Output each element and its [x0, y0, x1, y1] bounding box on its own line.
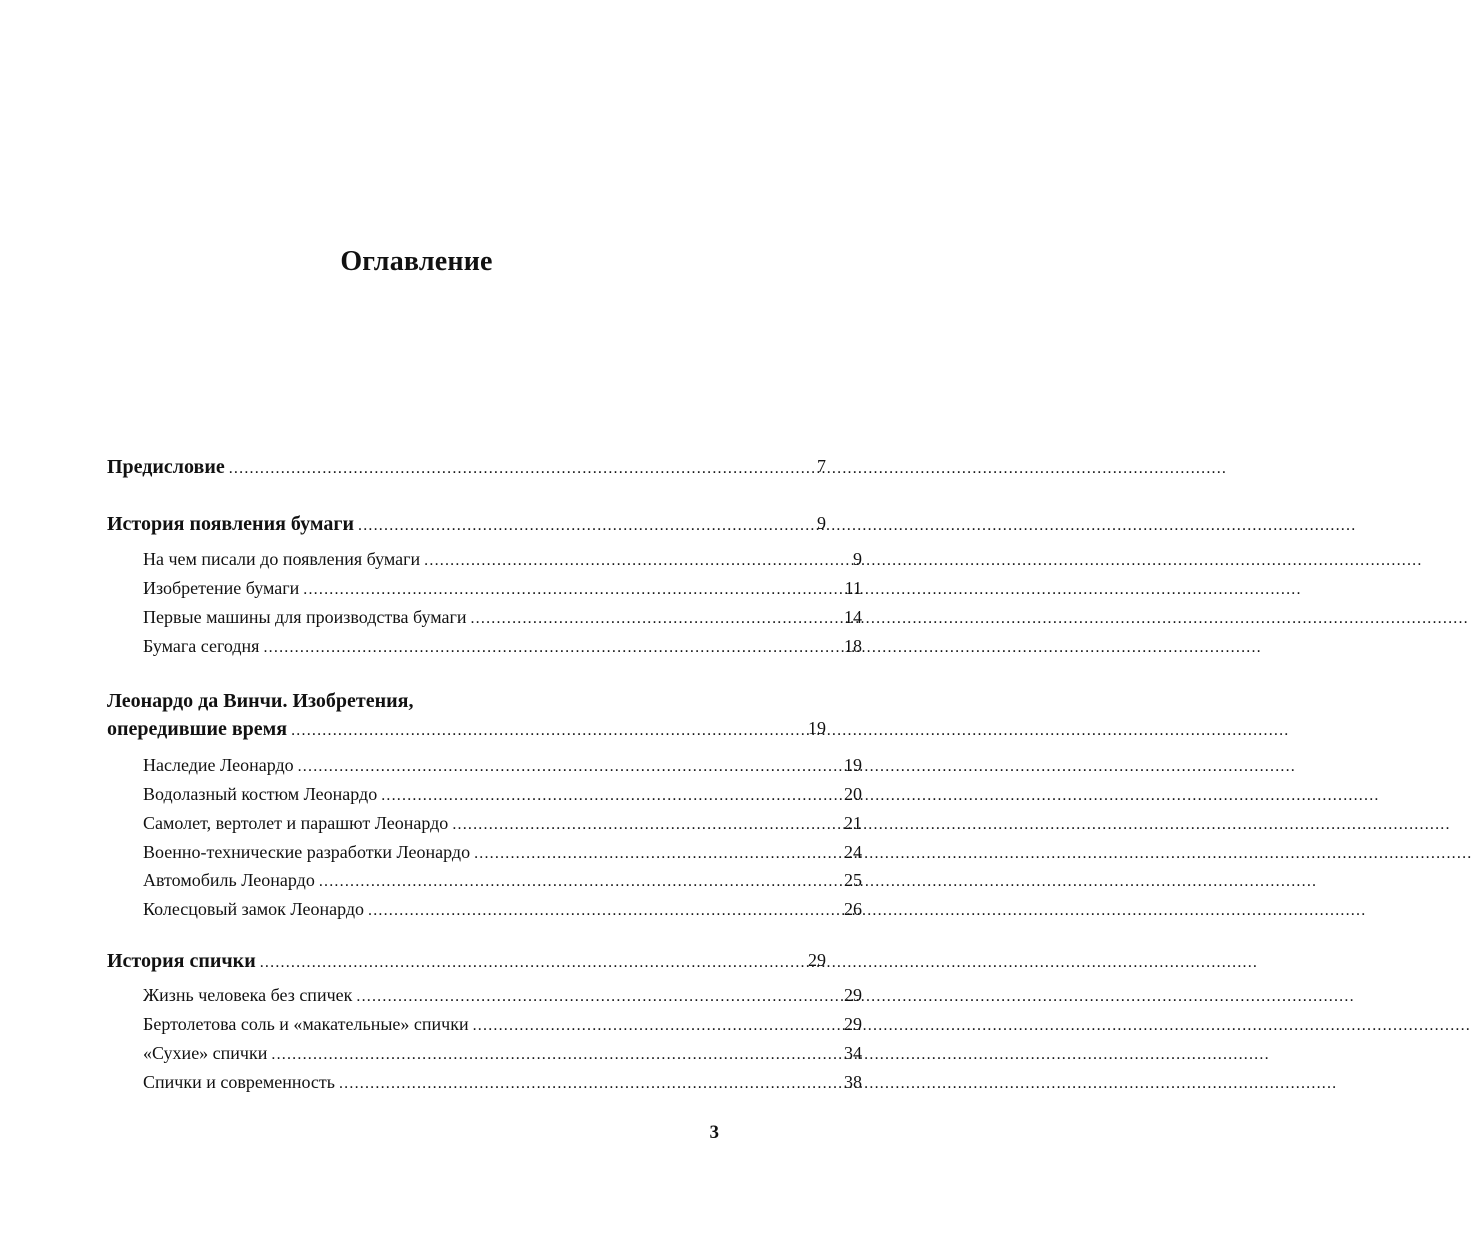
- toc-entry-section[interactable]: [143, 755, 862, 776]
- toc-page-number: 25: [844, 870, 862, 890]
- toc-page-number: 20: [844, 784, 862, 804]
- toc-entry-section[interactable]: [143, 870, 862, 891]
- toc-entry-chapter-matches[interactable]: [107, 950, 826, 973]
- toc-entry-label: На чем писали до появления бумаги: [143, 549, 421, 569]
- toc-entry-label: Военно-технические разработки Леонардо: [143, 842, 471, 862]
- toc-entry-section[interactable]: [143, 636, 862, 657]
- dot-leader: [358, 517, 1356, 535]
- toc-entry-section[interactable]: [143, 549, 862, 570]
- toc-entry-label: Колесцовый замок Леонардо: [143, 899, 364, 919]
- toc-entry-label: Автомобиль Леонардо: [143, 870, 315, 890]
- toc-page-number: 34: [844, 1043, 862, 1063]
- toc-page-number: 7: [817, 456, 826, 476]
- toc-entry-section[interactable]: [143, 842, 862, 863]
- toc-page-number: 14: [844, 607, 862, 627]
- toc-entry-label: Наследие Леонардо: [143, 755, 294, 775]
- toc-page-number: 18: [844, 636, 862, 656]
- toc-entry-section[interactable]: [143, 813, 862, 834]
- toc-entry-section[interactable]: [143, 1072, 862, 1093]
- toc-entry-label: Изобретение бумаги: [143, 578, 300, 598]
- dot-leader: [424, 552, 1422, 570]
- toc-page-number: 19: [844, 755, 862, 775]
- toc-entry-section[interactable]: [143, 1043, 862, 1064]
- toc-page-number: 29: [844, 1014, 862, 1034]
- toc-entry-label: опередившие время: [107, 718, 288, 740]
- toc-entry-label: История спички: [107, 950, 256, 972]
- toc-entry-label: Водолазный костюм Леонардо: [143, 784, 378, 804]
- toc-page-number: 11: [844, 578, 862, 598]
- toc-entry-label: Бумага сегодня: [143, 636, 260, 656]
- dot-leader: [452, 816, 1450, 834]
- toc-page-number: 38: [844, 1072, 862, 1092]
- toc-entry-label: Жизнь человека без спичек: [143, 985, 353, 1005]
- toc-page-number: 26: [844, 899, 862, 919]
- toc-entry-label: Предисловие: [107, 456, 225, 478]
- toc-chapter-leonardo-title-line1[interactable]: Леонардо да Винчи. Изобретения,: [107, 690, 414, 712]
- dot-leader: [368, 902, 1366, 920]
- toc-entry-section[interactable]: [143, 578, 862, 599]
- toc-entry-section[interactable]: [143, 899, 862, 920]
- toc-page-number: 9: [853, 549, 862, 569]
- toc-page-number: 29: [844, 985, 862, 1005]
- toc-entry-preface[interactable]: [107, 456, 826, 479]
- toc-entry-section[interactable]: [143, 1014, 862, 1035]
- dot-leader: [474, 845, 1472, 863]
- toc-entry-label: Бертолетова соль и «макательные» спички: [143, 1014, 469, 1034]
- dot-leader: [381, 787, 1379, 805]
- toc-entry-label: Первые машины для производства бумаги: [143, 607, 467, 627]
- toc-entry-label: «Сухие» спички: [143, 1043, 268, 1063]
- toc-entry-label: Самолет, вертолет и парашют Леонардо: [143, 813, 449, 833]
- dot-leader: [473, 1017, 1471, 1035]
- page-number: 3: [709, 1122, 719, 1143]
- toc-page-number: 21: [844, 813, 862, 833]
- page-title: Оглавление: [340, 246, 493, 277]
- toc-entry-section[interactable]: [143, 607, 862, 628]
- toc-page-number: 19: [808, 718, 826, 738]
- toc-entry-chapter-leonardo[interactable]: [107, 718, 826, 741]
- dot-leader: [470, 610, 1468, 628]
- toc-entry-section[interactable]: [143, 784, 862, 805]
- toc-page-number: 29: [808, 950, 826, 970]
- toc-page-number: 24: [844, 842, 862, 862]
- toc-entry-section[interactable]: [143, 985, 862, 1006]
- toc-entry-label: История появления бумаги: [107, 513, 354, 535]
- toc-page-number: 9: [817, 513, 826, 533]
- toc-entry-label: Спички и современность: [143, 1072, 335, 1092]
- toc-entry-chapter-paper[interactable]: [107, 513, 826, 536]
